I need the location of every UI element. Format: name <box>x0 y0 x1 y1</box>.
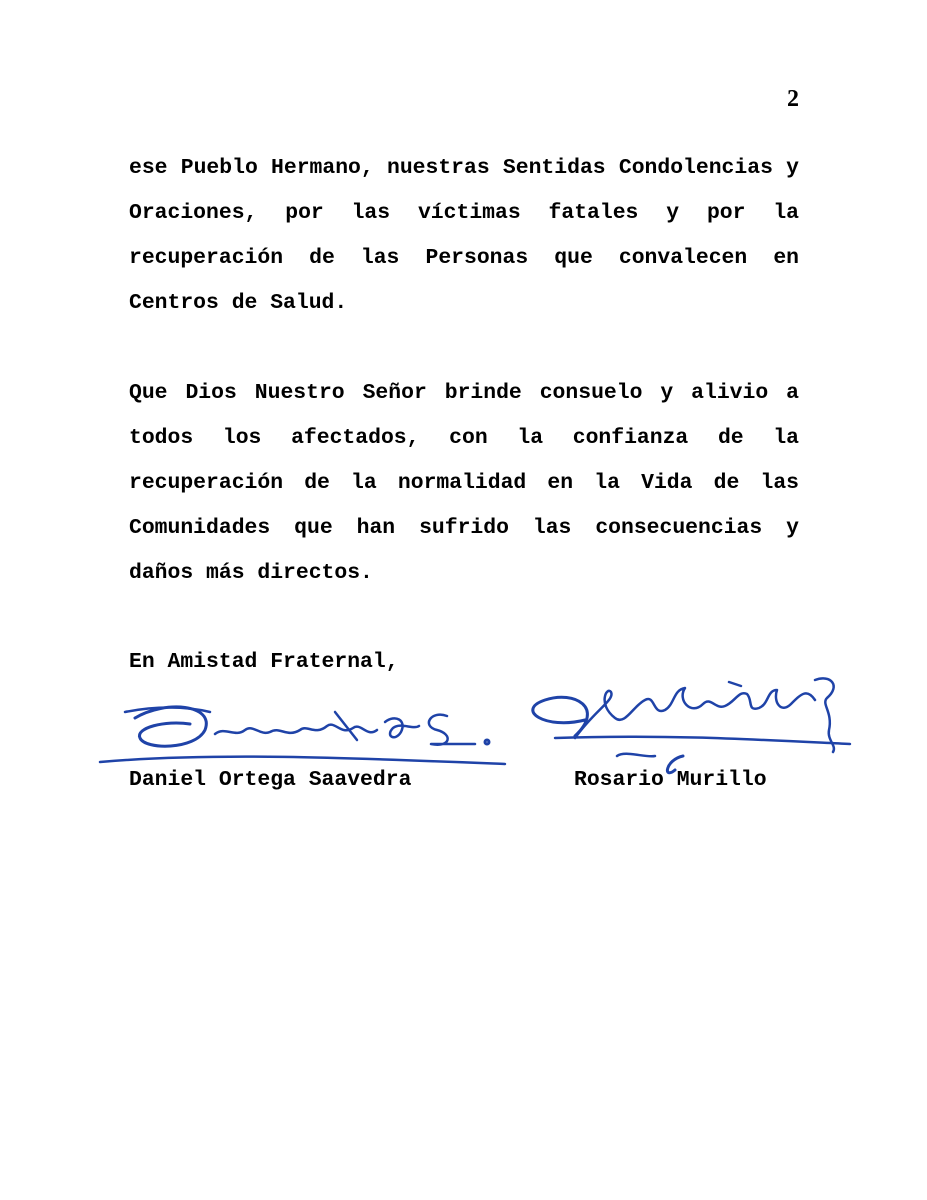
signer-name-right: Rosario Murillo <box>574 768 767 792</box>
page-number: 2 <box>787 86 799 112</box>
paragraph-condolences: ese Pueblo Hermano, nuestras Sentidas Condolencias y Oraciones, por las víctimas fatales y por la recuperación de las Personas que convalecen en Centros de Salud. <box>129 156 799 315</box>
letter-body <box>129 146 799 596</box>
signature-daniel-ortega <box>95 690 515 770</box>
signer-name-left: Daniel Ortega Saavedra <box>129 768 412 792</box>
paragraph-blessing: Que Dios Nuestro Señor brinde consuelo y alivio a todos los afectados, con la confianza de la recuperación de la normalidad en la Vida de las Comunidades que han sufrido las consecuencias y daños más directos. <box>129 381 799 585</box>
closing-salutation: En Amistad Fraternal, <box>129 650 399 674</box>
